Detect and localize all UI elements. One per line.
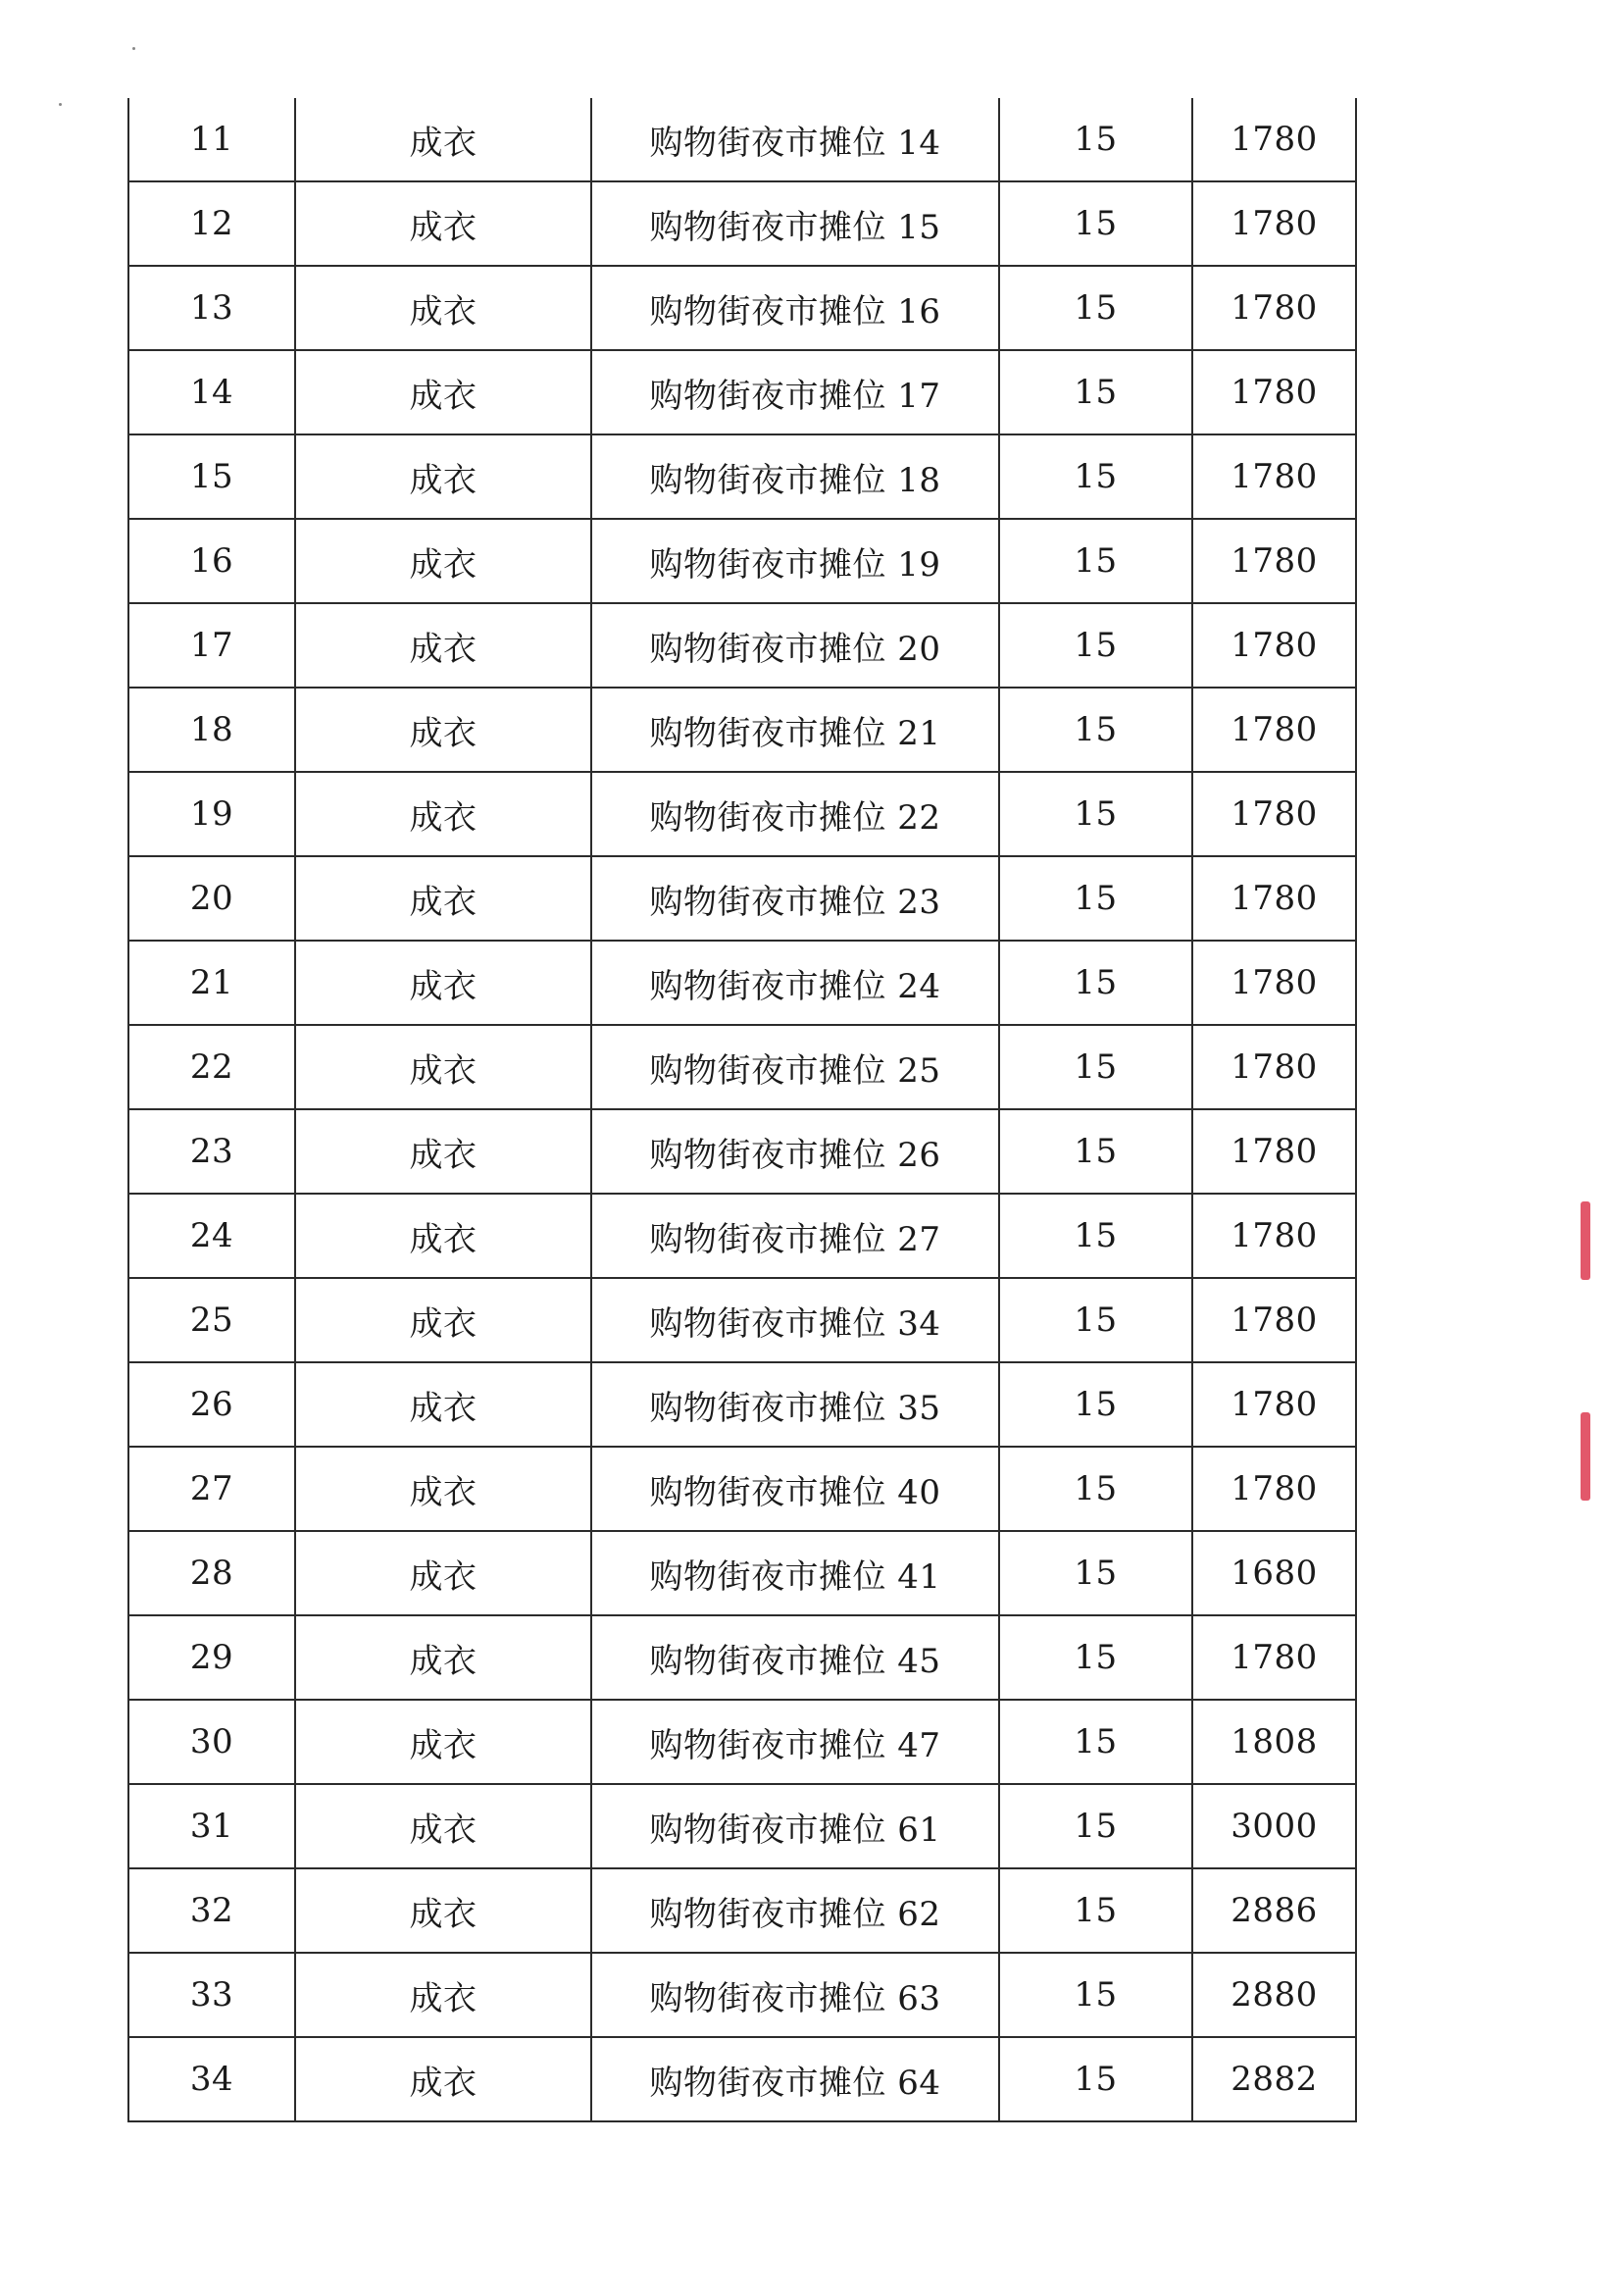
row-number-cell: 31 — [128, 1784, 295, 1868]
area-cell: 15 — [999, 1025, 1192, 1109]
table-row — [128, 941, 1356, 1025]
area-cell: 15 — [999, 856, 1192, 941]
price-cell: 1780 — [1192, 1194, 1356, 1278]
price-cell: 1780 — [1192, 603, 1356, 688]
price-cell: 1780 — [1192, 1362, 1356, 1447]
stall-name-cell: 购物街夜市摊位 19 — [591, 519, 999, 603]
area-cell: 15 — [999, 603, 1192, 688]
table-row — [128, 1194, 1356, 1278]
category-cell: 成衣 — [295, 772, 591, 856]
stall-name-cell: 购物街夜市摊位 47 — [591, 1700, 999, 1784]
stall-name-cell: 购物街夜市摊位 45 — [591, 1615, 999, 1700]
row-number-cell: 23 — [128, 1109, 295, 1194]
price-cell: 1780 — [1192, 1025, 1356, 1109]
category-cell: 成衣 — [295, 350, 591, 434]
stall-name-cell: 购物街夜市摊位 64 — [591, 2037, 999, 2121]
area-cell: 15 — [999, 1953, 1192, 2037]
area-cell: 15 — [999, 941, 1192, 1025]
stall-name-cell: 购物街夜市摊位 20 — [591, 603, 999, 688]
area-cell: 15 — [999, 1700, 1192, 1784]
row-number-cell: 32 — [128, 1868, 295, 1953]
table-row — [128, 1868, 1356, 1953]
scan-speck — [59, 103, 62, 106]
area-cell: 15 — [999, 98, 1192, 181]
red-seal-edge-mark — [1581, 1412, 1590, 1501]
area-cell: 15 — [999, 1531, 1192, 1615]
area-cell: 15 — [999, 1194, 1192, 1278]
category-cell: 成衣 — [295, 1447, 591, 1531]
price-cell: 1780 — [1192, 1109, 1356, 1194]
stall-name-cell: 购物街夜市摊位 23 — [591, 856, 999, 941]
scan-speck — [132, 47, 135, 50]
row-number-cell: 28 — [128, 1531, 295, 1615]
row-number-cell: 34 — [128, 2037, 295, 2121]
table-row — [128, 1362, 1356, 1447]
price-cell: 1808 — [1192, 1700, 1356, 1784]
row-number-cell: 21 — [128, 941, 295, 1025]
price-cell: 2880 — [1192, 1953, 1356, 2037]
table-row — [128, 1700, 1356, 1784]
category-cell: 成衣 — [295, 1194, 591, 1278]
category-cell: 成衣 — [295, 98, 591, 181]
table-row — [128, 603, 1356, 688]
row-number-cell: 14 — [128, 350, 295, 434]
stall-name-cell: 购物街夜市摊位 22 — [591, 772, 999, 856]
row-number-cell: 11 — [128, 98, 295, 181]
stall-name-cell: 购物街夜市摊位 17 — [591, 350, 999, 434]
stall-name-cell: 购物街夜市摊位 14 — [591, 98, 999, 181]
table-row — [128, 98, 1356, 181]
area-cell: 15 — [999, 1615, 1192, 1700]
price-cell: 1780 — [1192, 181, 1356, 266]
category-cell: 成衣 — [295, 1615, 591, 1700]
table-row — [128, 266, 1356, 350]
stall-name-cell: 购物街夜市摊位 15 — [591, 181, 999, 266]
price-cell: 3000 — [1192, 1784, 1356, 1868]
stall-name-cell: 购物街夜市摊位 24 — [591, 941, 999, 1025]
stall-name-cell: 购物街夜市摊位 35 — [591, 1362, 999, 1447]
category-cell: 成衣 — [295, 266, 591, 350]
category-cell: 成衣 — [295, 941, 591, 1025]
category-cell: 成衣 — [295, 1953, 591, 2037]
row-number-cell: 27 — [128, 1447, 295, 1531]
area-cell: 15 — [999, 1447, 1192, 1531]
price-cell: 1780 — [1192, 1278, 1356, 1362]
stall-name-cell: 购物街夜市摊位 41 — [591, 1531, 999, 1615]
stall-name-cell: 购物街夜市摊位 34 — [591, 1278, 999, 1362]
row-number-cell: 13 — [128, 266, 295, 350]
row-number-cell: 25 — [128, 1278, 295, 1362]
table-row — [128, 772, 1356, 856]
area-cell: 15 — [999, 434, 1192, 519]
table-row — [128, 1531, 1356, 1615]
price-cell: 1780 — [1192, 266, 1356, 350]
row-number-cell: 24 — [128, 1194, 295, 1278]
stall-name-cell: 购物街夜市摊位 27 — [591, 1194, 999, 1278]
row-number-cell: 22 — [128, 1025, 295, 1109]
price-cell: 2886 — [1192, 1868, 1356, 1953]
stall-name-cell: 购物街夜市摊位 40 — [591, 1447, 999, 1531]
row-number-cell: 19 — [128, 772, 295, 856]
stall-name-cell: 购物街夜市摊位 21 — [591, 688, 999, 772]
table-row — [128, 688, 1356, 772]
area-cell: 15 — [999, 1109, 1192, 1194]
row-number-cell: 33 — [128, 1953, 295, 2037]
table-row — [128, 1109, 1356, 1194]
row-number-cell: 16 — [128, 519, 295, 603]
stall-name-cell: 购物街夜市摊位 61 — [591, 1784, 999, 1868]
area-cell: 15 — [999, 688, 1192, 772]
row-number-cell: 26 — [128, 1362, 295, 1447]
category-cell: 成衣 — [295, 1700, 591, 1784]
table-row — [128, 856, 1356, 941]
area-cell: 15 — [999, 1278, 1192, 1362]
category-cell: 成衣 — [295, 181, 591, 266]
category-cell: 成衣 — [295, 519, 591, 603]
stall-table-body — [128, 98, 1356, 2121]
category-cell: 成衣 — [295, 1868, 591, 1953]
area-cell: 15 — [999, 2037, 1192, 2121]
category-cell: 成衣 — [295, 1109, 591, 1194]
category-cell: 成衣 — [295, 1784, 591, 1868]
row-number-cell: 20 — [128, 856, 295, 941]
price-cell: 1780 — [1192, 772, 1356, 856]
price-cell: 1780 — [1192, 688, 1356, 772]
row-number-cell: 17 — [128, 603, 295, 688]
stall-name-cell: 购物街夜市摊位 25 — [591, 1025, 999, 1109]
price-cell: 1680 — [1192, 1531, 1356, 1615]
area-cell: 15 — [999, 350, 1192, 434]
table-row — [128, 1447, 1356, 1531]
row-number-cell: 15 — [128, 434, 295, 519]
stall-name-cell: 购物街夜市摊位 16 — [591, 266, 999, 350]
table-row — [128, 519, 1356, 603]
price-cell: 1780 — [1192, 1615, 1356, 1700]
price-cell: 1780 — [1192, 98, 1356, 181]
table-row — [128, 2037, 1356, 2121]
table-row — [128, 434, 1356, 519]
red-seal-edge-mark — [1581, 1201, 1590, 1280]
row-number-cell: 29 — [128, 1615, 295, 1700]
stall-name-cell: 购物街夜市摊位 62 — [591, 1868, 999, 1953]
table-row — [128, 350, 1356, 434]
price-cell: 1780 — [1192, 1447, 1356, 1531]
table-row — [128, 1615, 1356, 1700]
area-cell: 15 — [999, 519, 1192, 603]
stall-name-cell: 购物街夜市摊位 26 — [591, 1109, 999, 1194]
category-cell: 成衣 — [295, 603, 591, 688]
price-cell: 1780 — [1192, 434, 1356, 519]
table-row — [128, 181, 1356, 266]
category-cell: 成衣 — [295, 434, 591, 519]
area-cell: 15 — [999, 1868, 1192, 1953]
area-cell: 15 — [999, 1362, 1192, 1447]
price-cell: 1780 — [1192, 519, 1356, 603]
stall-name-cell: 购物街夜市摊位 63 — [591, 1953, 999, 2037]
category-cell: 成衣 — [295, 1362, 591, 1447]
category-cell: 成衣 — [295, 688, 591, 772]
row-number-cell: 30 — [128, 1700, 295, 1784]
price-cell: 1780 — [1192, 941, 1356, 1025]
row-number-cell: 12 — [128, 181, 295, 266]
area-cell: 15 — [999, 181, 1192, 266]
category-cell: 成衣 — [295, 856, 591, 941]
stall-table — [127, 98, 1357, 2122]
table-row — [128, 1784, 1356, 1868]
category-cell: 成衣 — [295, 1531, 591, 1615]
stall-name-cell: 购物街夜市摊位 18 — [591, 434, 999, 519]
area-cell: 15 — [999, 1784, 1192, 1868]
price-cell: 1780 — [1192, 350, 1356, 434]
area-cell: 15 — [999, 266, 1192, 350]
category-cell: 成衣 — [295, 1025, 591, 1109]
table-row — [128, 1025, 1356, 1109]
table-row — [128, 1278, 1356, 1362]
table-row — [128, 1953, 1356, 2037]
price-cell: 2882 — [1192, 2037, 1356, 2121]
row-number-cell: 18 — [128, 688, 295, 772]
price-cell: 1780 — [1192, 856, 1356, 941]
category-cell: 成衣 — [295, 1278, 591, 1362]
area-cell: 15 — [999, 772, 1192, 856]
category-cell: 成衣 — [295, 2037, 591, 2121]
